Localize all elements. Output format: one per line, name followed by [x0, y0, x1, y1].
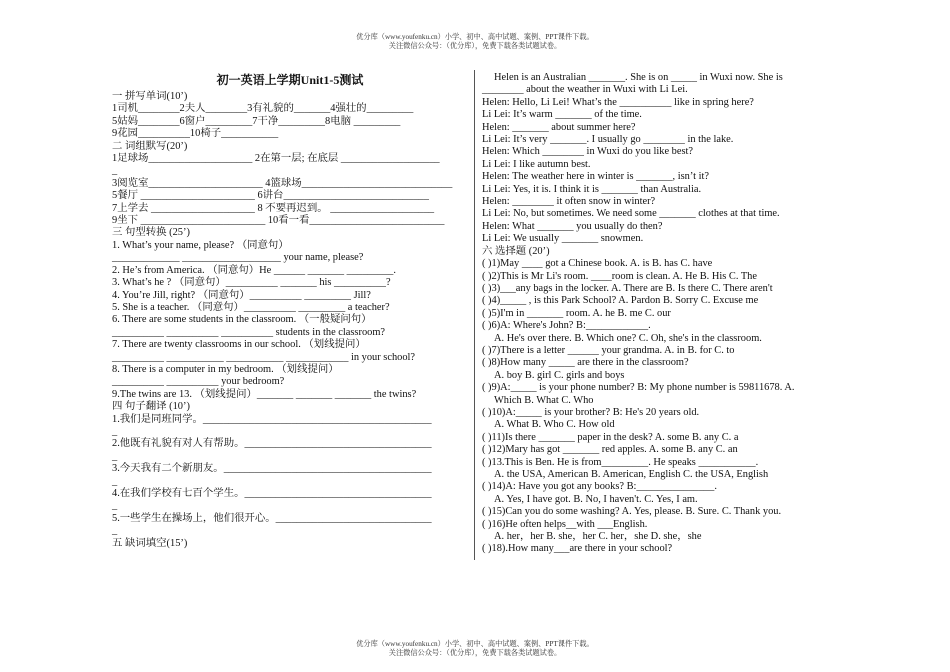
left-line: _	[112, 525, 118, 537]
right-line: Helen: Which ________ in Wuxi do you like best?	[482, 146, 694, 158]
left-line: 4.在我们学校有七百个学生。____________________________________	[112, 488, 432, 499]
right-line: ( )9)A:_____ is your phone number? B: My phone number is 59811678. A.	[482, 382, 795, 394]
right-column	[482, 72, 838, 556]
left-line: 2.他既有礼貌有对人有帮助。____________________________________	[112, 438, 432, 450]
left-column	[112, 72, 468, 550]
right-line: Li Lei: We usually _______ snowmen.	[482, 233, 644, 245]
left-line: 5. She is a teacher. （同意句）__________ _________ a teacher?	[112, 301, 390, 313]
left-line: 四 句子翻译 (10’)	[112, 401, 190, 413]
right-line: A. Yes, I have got. B. No, I haven't. C. Yes, I am.	[494, 493, 698, 505]
right-line: Helen: The weather here in winter is _______, isn’t it?	[482, 171, 709, 183]
left-line: 8. There is a computer in my bedroom. （划线提问）	[112, 363, 339, 375]
left-line: 1. What’s your name, please? （同意句）	[112, 239, 289, 251]
left-line: 一 拼写单词(10’)	[112, 91, 188, 102]
right-line: 六 选择题 (20’)	[482, 245, 550, 257]
left-line: 9坐下 ________________________ 10看一看__________________________	[112, 215, 445, 227]
right-line: ( )15)Can you do some washing? A. Yes, please. B. Sure. C. Thank you.	[482, 506, 782, 518]
right-line: ( )5)I'm in _______ room. A. he B. me C. our	[482, 307, 671, 319]
right-line: A. What B. Who C. How old	[494, 419, 615, 431]
left-line: __________ ___________ ___________ ____________ in your school?	[112, 351, 416, 363]
left-line: 5.一些学生在操场上，他们很开心。______________________________	[112, 512, 432, 524]
right-line: ( )2)This is Mr Li's room. ____room is clean. A. He B. His C. The	[482, 270, 757, 282]
left-line: 三 句型转换 (25’)	[112, 227, 190, 239]
left-line: _	[112, 500, 118, 512]
left-line: 6. There are some students in the classroom. （一般疑问句）	[112, 314, 372, 326]
right-line: ( )16)He often helps__with ___English.	[482, 518, 648, 530]
left-line: 1.我们是同班同学。____________________________________________	[112, 413, 432, 425]
left-line: 五 缺词填空(15’)	[112, 537, 188, 549]
right-line: ( )10)A:_____ is your brother? B: He's 20 years old.	[482, 406, 700, 418]
left-line: 1足球场____________________ 2在第一层; 在底层 ___________________	[112, 153, 440, 165]
right-line: Li Lei: No, but sometimes. We need some _______ clothes at that time.	[482, 208, 780, 220]
left-line: 3阅览室______________________ 4篮球场_____________________________	[112, 177, 453, 189]
right-line: Li Lei: I like autumn best.	[482, 158, 591, 170]
right-line: Helen: _______ about summer here?	[482, 121, 636, 133]
right-line: ( )11)Is there _______ paper in the desk? A. some B. any C. a	[482, 431, 739, 443]
left-line: _____________ ___________________ your name, please?	[112, 252, 364, 264]
watermark-bottom-line2: 关注微信公众号：（优分库），免费下载各类试题试卷。	[388, 649, 562, 657]
right-line: ( )14)A: Have you got any books? B:_______________.	[482, 481, 717, 493]
watermark-top-line2: 关注微信公众号：（优分库），免费下载各类试题试卷。	[388, 42, 562, 50]
left-line: _	[112, 425, 118, 437]
left-line: __________ __________ your bedroom?	[112, 376, 285, 388]
right-line: ( )18).How many___are there in your school?	[482, 543, 673, 555]
left-line: 7. There are twenty classrooms in our school. （划线提问）	[112, 339, 366, 351]
watermark-top	[0, 33, 950, 51]
right-line: Li Lei: Yes, it is. I think it is _______ than Australia.	[482, 183, 702, 195]
right-line: ( )7)There is a letter ______ your grandma. A. in B. for C. to	[482, 344, 735, 356]
right-line: A. the USA, American B. American, English C. the USA, English	[494, 469, 769, 480]
left-line: 7上学去 ____________________ 8 不要再迟到。 ____________________	[112, 202, 435, 214]
right-line: ( )12)Mary has got _______ red apples. A. some B. any C. an	[482, 444, 738, 456]
left-line: 5姑妈________6窗户_________7干净_________8电脑 _________	[112, 115, 401, 127]
left-line: 3. What’s he ? （同意句）__________ _______ his __________?	[112, 277, 391, 289]
left-line: 4. You’re Jill, right? （同意句）__________ _________ Jill?	[112, 289, 371, 301]
left-line: _	[112, 450, 118, 462]
watermark-bottom	[0, 640, 950, 658]
right-line: ( )1)May ____ got a Chinese book. A. is B. has C. have	[482, 258, 713, 270]
right-line: Li Lei: It’s very _______. I usually go ________ in the lake.	[482, 134, 734, 146]
right-line: Helen: ________ it often snow in winter?	[482, 196, 656, 208]
left-line: 3.今天我有二个新朋友。________________________________________	[112, 463, 432, 475]
left-line: _	[112, 475, 118, 487]
right-line: Li Lei: It’s warm _______ of the time.	[482, 109, 642, 121]
right-line: ( )3)___any bags in the locker. A. There are B. Is there C. There aren't	[482, 282, 773, 294]
left-line: 二 词组默写(20’)	[112, 140, 188, 152]
left-line: 1司机________2夫人________3有礼貌的_______4强壮的_________	[112, 103, 414, 115]
left-line: 5餐厅 ______________________ 6讲台____________________________	[112, 190, 429, 202]
right-line: Helen: Hello, Li Lei! What’s the __________ like in spring here?	[482, 96, 754, 108]
right-line: A. her，her B. she，her C. her，she D. she，she	[494, 531, 702, 543]
right-line: Helen: What _______ you usually do then?	[482, 220, 663, 232]
left-line: 9花园__________10椅子___________	[112, 128, 279, 140]
right-line: ( )6)A: Where's John? B:____________.	[482, 320, 651, 332]
page-title: 初一英语上学期Unit1-5测试	[216, 73, 364, 87]
column-divider	[474, 70, 475, 560]
left-line: _	[112, 165, 118, 177]
right-line: Helen is an Australian _______. She is on _____ in Wuxi now. She is	[494, 72, 783, 83]
right-line: ( )13.This is Ben. He is from_________. He speaks ___________.	[482, 456, 759, 468]
left-line: 9.The twins are 13. （划线提问）_______ _______ _______ the twins?	[112, 388, 417, 400]
right-line: ( )4)_____ , is this Park School? A. Pardon B. Sorry C. Excuse me	[482, 295, 759, 307]
right-line: ( )8)How many _____ are there in the classroom?	[482, 357, 689, 369]
watermark-bottom-line1: 优分库（www.youfenku.cn）小学、初中、高中试题、案例、PPT课件下载。	[356, 640, 594, 648]
right-line: A. boy B. girl C. girls and boys	[494, 369, 625, 381]
watermark-top-line1: 优分库（www.youfenku.cn）小学、初中、高中试题、案例、PPT课件下载。	[356, 33, 594, 41]
right-line: Which B. What C. Who	[494, 394, 594, 406]
right-line: ________ about the weather in Wuxi with Li Lei.	[482, 84, 688, 96]
left-line: __________ __________ __________ students in the classroom?	[112, 326, 386, 338]
right-line: A. He's over there. B. Which one? C. Oh, she's in the classroom.	[494, 332, 762, 344]
left-line: 2. He’s from America. （同意句）He ______ _______ _________.	[112, 264, 396, 276]
